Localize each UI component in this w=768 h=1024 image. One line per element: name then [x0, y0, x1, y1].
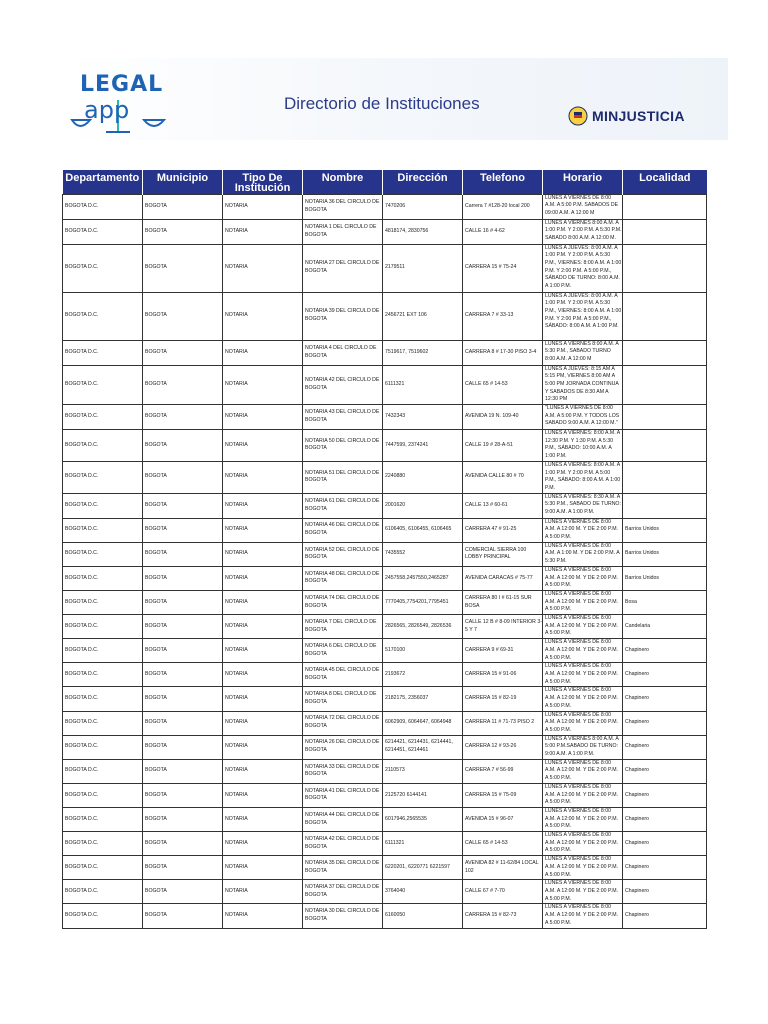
cell-municipio: BOGOTA: [143, 219, 223, 244]
cell-nombre: NOTARIA 43 DEL CIRCULO DE BOGOTA: [303, 405, 383, 430]
column-header-tipo: Tipo De Institución: [223, 170, 303, 194]
cell-telefono: CALLE 65 # 14-53: [463, 365, 543, 405]
table-row: [63, 244, 707, 292]
cell-nombre: NOTARIA 7 DEL CIRCULO DE BOGOTA: [303, 615, 383, 639]
cell-departamento: BOGOTA D.C.: [63, 365, 143, 405]
cell-direccion: 2110573: [383, 759, 463, 783]
cell-municipio: BOGOTA: [143, 904, 223, 928]
cell-municipio: BOGOTA: [143, 493, 223, 518]
table-row: [63, 663, 707, 687]
cell-municipio: BOGOTA: [143, 783, 223, 807]
cell-direccion: 7447599, 2374241: [383, 430, 463, 462]
cell-horario: LUNES A JUEVES: 8:00 A.M. A 1:00 P.M. Y 2:00 P.M. A 5:30 P.M., VIERNES: 8:00 A.M. A 1:00 P.M. Y 2:00 P.M. A 5:00 P.M., SÁBADO DE TURNO: 8:00 A.M. A 1:00 P.M.: [543, 244, 623, 292]
cell-nombre: NOTARIA 50 DEL CIRCULO DE BOGOTA: [303, 430, 383, 462]
cell-nombre: NOTARIA 44 DEL CIRCULO DE BOGOTA: [303, 807, 383, 831]
cell-direccion: 7470206: [383, 194, 463, 219]
cell-horario: LUNES A VIERNES DE 8:00 A.M. A 12:00 M. Y DE 2:00 P.M. A 5:00 P.M.: [543, 783, 623, 807]
cell-departamento: BOGOTA D.C.: [63, 711, 143, 735]
column-header-direccion: Dirección: [383, 170, 463, 194]
cell-localidad: Chapinero: [623, 759, 707, 783]
cell-direccion: 6111321: [383, 365, 463, 405]
cell-localidad: [623, 365, 707, 405]
cell-horario: LUNES A VIERNES 8:00 A.M. A 5:00 P.M.SABADO DE TURNO: 9:00 A.M. A 1:00 P.M.: [543, 735, 623, 759]
cell-horario: LUNES A VIERNES: 8:00 A.M. A 1:00 P.M. Y 2:00 P.M. A 5:00 P.M., SÁBADO: 8:00 A.M. A 1:00 P.M.: [543, 461, 623, 493]
cell-nombre: NOTARIA 41 DEL CIRCULO DE BOGOTA: [303, 783, 383, 807]
cell-direccion: 2240880: [383, 461, 463, 493]
cell-direccion: 6017946,2565535: [383, 807, 463, 831]
cell-nombre: NOTARIA 35 DEL CIRCULO DE BOGOTA: [303, 856, 383, 880]
cell-direccion: 2193672: [383, 663, 463, 687]
cell-nombre: NOTARIA 48 DEL CIRCULO DE BOGOTA: [303, 566, 383, 590]
cell-tipo: NOTARIA: [223, 518, 303, 542]
cell-tipo: NOTARIA: [223, 615, 303, 639]
cell-departamento: BOGOTA D.C.: [63, 518, 143, 542]
cell-nombre: NOTARIA 36 DEL CIRCULO DE BOGOTA: [303, 194, 383, 219]
cell-municipio: BOGOTA: [143, 194, 223, 219]
cell-localidad: Chapinero: [623, 639, 707, 663]
cell-horario: LUNES A VIERNES DE 8:00 A.M. A 12:00 M. Y DE 2:00 P.M. A 5:00 P.M.: [543, 807, 623, 831]
cell-direccion: 6111321: [383, 832, 463, 856]
table-row: [63, 566, 707, 590]
cell-tipo: NOTARIA: [223, 566, 303, 590]
table-row: [63, 880, 707, 904]
cell-nombre: NOTARIA 33 DEL CIRCULO DE BOGOTA: [303, 759, 383, 783]
cell-telefono: CARRERA 80 I # 61-15 SUR BOSA: [463, 590, 543, 614]
cell-horario: LUNES A JUEVES: 8:00 A.M. A 1:00 P.M. Y 2:00 P.M. A 5:30 P.M., VIERNES: 8:00 A.M. A 1:00 P.M. Y 2:00 P.M. A 5:00 P.M., SÁBADO: 8:00 A.M. A 1:00 P.M.: [543, 292, 623, 340]
cell-horario: LUNES A VIERNES DE 8:00 A.M. A 12:00 M. Y DE 2:00 P.M. A 5:00 P.M.: [543, 832, 623, 856]
table-body: [63, 194, 707, 928]
table-row: [63, 493, 707, 518]
cell-tipo: NOTARIA: [223, 711, 303, 735]
cell-telefono: AVENIDA CARACAS # 75-77: [463, 566, 543, 590]
cell-telefono: AVENIDA 19 N. 109-40: [463, 405, 543, 430]
cell-nombre: NOTARIA 4 DEL CIRCULO DE BOGOTA: [303, 340, 383, 365]
cell-nombre: NOTARIA 39 DEL CIRCULO DE BOGOTA: [303, 292, 383, 340]
cell-tipo: NOTARIA: [223, 832, 303, 856]
cell-telefono: CARRERA 15 # 82-19: [463, 687, 543, 711]
cell-departamento: BOGOTA D.C.: [63, 590, 143, 614]
cell-direccion: 2457558,2457550,2465287: [383, 566, 463, 590]
colombia-seal-icon: [568, 106, 588, 126]
cell-municipio: BOGOTA: [143, 542, 223, 566]
cell-horario: "LUNES A VIERNES DE 8:00 A.M. A 5:00 P.M. Y TODOS LOS SABADO 9:00 A.M. A 12:00 M.": [543, 405, 623, 430]
table-row: [63, 687, 707, 711]
cell-nombre: NOTARIA 37 DEL CIRCULO DE BOGOTA: [303, 880, 383, 904]
cell-municipio: BOGOTA: [143, 687, 223, 711]
cell-municipio: BOGOTA: [143, 590, 223, 614]
cell-tipo: NOTARIA: [223, 590, 303, 614]
table-row: [63, 430, 707, 462]
cell-departamento: BOGOTA D.C.: [63, 735, 143, 759]
cell-departamento: BOGOTA D.C.: [63, 856, 143, 880]
cell-municipio: BOGOTA: [143, 292, 223, 340]
cell-telefono: CARRERA 7 # 56-99: [463, 759, 543, 783]
cell-nombre: NOTARIA 45 DEL CIRCULO DE BOGOTA: [303, 663, 383, 687]
cell-localidad: Chapinero: [623, 807, 707, 831]
cell-horario: LUNES A VIERNES DE 8:00 A.M. A 12:00 M. Y DE 2:00 P.M. A 5:00 P.M.: [543, 639, 623, 663]
cell-tipo: NOTARIA: [223, 430, 303, 462]
cell-tipo: NOTARIA: [223, 735, 303, 759]
cell-tipo: NOTARIA: [223, 194, 303, 219]
cell-horario: LUNES A VIERNES DE 8:00 A.M. A 12:00 M. Y DE 2:00 P.M. A 5:00 P.M.: [543, 904, 623, 928]
cell-telefono: AVENIDA 82 # 11-62/84 LOCAL 102: [463, 856, 543, 880]
cell-direccion: 6214421, 6214431, 6214441, 6214451, 6214461: [383, 735, 463, 759]
column-header-nombre: Nombre: [303, 170, 383, 194]
cell-nombre: NOTARIA 6 DEL CIRCULO DE BOGOTA: [303, 639, 383, 663]
cell-direccion: 7435552: [383, 542, 463, 566]
cell-horario: LUNES A VIERNES: 8:30 A.M. A 5:30 P.M., SABADO DE TURNO: 9:00 A.M. A 1:00 P.M.: [543, 493, 623, 518]
ministry-name: MINJUSTICIA: [592, 108, 685, 124]
cell-nombre: NOTARIA 72 DEL CIRCULO DE BOGOTA: [303, 711, 383, 735]
cell-localidad: Bosa: [623, 590, 707, 614]
legal-app-logo: [66, 72, 170, 136]
table-row: [63, 783, 707, 807]
table-row: [63, 405, 707, 430]
cell-telefono: CARRERA 11 # 71-73 PISO 2: [463, 711, 543, 735]
cell-direccion: 2456721 EXT 106: [383, 292, 463, 340]
cell-telefono: COMERCIAL SIERRA 100 LOBBY PRINCIPAL: [463, 542, 543, 566]
cell-departamento: BOGOTA D.C.: [63, 880, 143, 904]
table-row: [63, 518, 707, 542]
cell-telefono: CALLE 13 # 60-61: [463, 493, 543, 518]
cell-departamento: BOGOTA D.C.: [63, 340, 143, 365]
cell-departamento: BOGOTA D.C.: [63, 566, 143, 590]
cell-departamento: BOGOTA D.C.: [63, 663, 143, 687]
cell-departamento: BOGOTA D.C.: [63, 904, 143, 928]
cell-tipo: NOTARIA: [223, 783, 303, 807]
cell-direccion: 2179511: [383, 244, 463, 292]
cell-tipo: NOTARIA: [223, 759, 303, 783]
cell-direccion: 3764040: [383, 880, 463, 904]
cell-nombre: NOTARIA 30 DEL CIRCULO DE BOGOTA: [303, 904, 383, 928]
cell-localidad: Barrios Unidos: [623, 542, 707, 566]
cell-departamento: BOGOTA D.C.: [63, 493, 143, 518]
cell-tipo: NOTARIA: [223, 244, 303, 292]
cell-nombre: NOTARIA 46 DEL CIRCULO DE BOGOTA: [303, 518, 383, 542]
cell-horario: LUNES A VIERNES DE 8:00 A.M. A 12:00 M. Y DE 2:00 P.M. A 5:00 P.M.: [543, 759, 623, 783]
cell-municipio: BOGOTA: [143, 566, 223, 590]
cell-tipo: NOTARIA: [223, 365, 303, 405]
column-header-telefono: Telefono: [463, 170, 543, 194]
cell-tipo: NOTARIA: [223, 663, 303, 687]
table-row: [63, 461, 707, 493]
cell-direccion: 6062909, 6064647, 6064948: [383, 711, 463, 735]
table-row: [63, 904, 707, 928]
ministry-logo: [568, 104, 685, 128]
table-row: [63, 542, 707, 566]
cell-municipio: BOGOTA: [143, 615, 223, 639]
cell-nombre: NOTARIA 8 DEL CIRCULO DE BOGOTA: [303, 687, 383, 711]
cell-municipio: BOGOTA: [143, 244, 223, 292]
cell-localidad: Barrios Unidos: [623, 518, 707, 542]
cell-telefono: CALLE 19 # 28-A-51: [463, 430, 543, 462]
cell-telefono: CARRERA 9 # 69-31: [463, 639, 543, 663]
cell-localidad: Chapinero: [623, 832, 707, 856]
cell-departamento: BOGOTA D.C.: [63, 244, 143, 292]
cell-tipo: NOTARIA: [223, 405, 303, 430]
cell-horario: LUNES A VIERNES DE 8:00 A.M. A 12:00 M. Y DE 2:00 P.M. A 5:00 P.M.: [543, 663, 623, 687]
cell-tipo: NOTARIA: [223, 807, 303, 831]
cell-departamento: BOGOTA D.C.: [63, 430, 143, 462]
cell-municipio: BOGOTA: [143, 639, 223, 663]
cell-municipio: BOGOTA: [143, 518, 223, 542]
cell-departamento: BOGOTA D.C.: [63, 219, 143, 244]
cell-localidad: Chapinero: [623, 711, 707, 735]
cell-localidad: [623, 244, 707, 292]
table-row: [63, 365, 707, 405]
cell-nombre: NOTARIA 52 DEL CIRCULO DE BOGOTA: [303, 542, 383, 566]
cell-telefono: CALLE 67 # 7-70: [463, 880, 543, 904]
cell-telefono: AVENIDA CALLE 80 # 70: [463, 461, 543, 493]
cell-direccion: 6106405, 6106455, 6106465: [383, 518, 463, 542]
cell-horario: LUNES A VIERNES DE 8:00 A.M. A 12:00 M. Y DE 2:00 P.M. A 5:00 P.M.: [543, 856, 623, 880]
cell-departamento: BOGOTA D.C.: [63, 542, 143, 566]
institutions-table-wrap: [62, 170, 706, 929]
institutions-table: [62, 170, 707, 929]
cell-horario: LUNES A VIERNES DE 8:00 A.M. A 12:00 M. Y DE 2:00 P.M. A 5:00 P.M.: [543, 615, 623, 639]
cell-tipo: NOTARIA: [223, 292, 303, 340]
table-row: [63, 711, 707, 735]
cell-telefono: CARRERA 15 # 91-06: [463, 663, 543, 687]
cell-nombre: NOTARIA 61 DEL CIRCULO DE BOGOTA: [303, 493, 383, 518]
cell-telefono: CALLE 16 # 4-62: [463, 219, 543, 244]
cell-municipio: BOGOTA: [143, 759, 223, 783]
cell-horario: LUNES A VIERNES DE 8:00 A.M. A 12:00 M. Y DE 2:00 P.M. A 5:00 P.M.: [543, 711, 623, 735]
cell-localidad: [623, 292, 707, 340]
cell-tipo: NOTARIA: [223, 219, 303, 244]
cell-departamento: BOGOTA D.C.: [63, 832, 143, 856]
table-row: [63, 219, 707, 244]
cell-localidad: Chapinero: [623, 687, 707, 711]
logo-word-legal: LEGAL: [80, 72, 164, 97]
cell-telefono: CARRERA 47 # 91-25: [463, 518, 543, 542]
table-row: [63, 832, 707, 856]
cell-tipo: NOTARIA: [223, 856, 303, 880]
cell-departamento: BOGOTA D.C.: [63, 461, 143, 493]
column-header-departamento: Departamento: [63, 170, 143, 194]
cell-nombre: NOTARIA 51 DEL CIRCULO DE BOGOTA: [303, 461, 383, 493]
cell-localidad: Chapinero: [623, 904, 707, 928]
logo-word-app: app: [84, 96, 130, 124]
cell-direccion: 4818174, 2830756: [383, 219, 463, 244]
cell-telefono: CARRERA 15 # 75-09: [463, 783, 543, 807]
cell-tipo: NOTARIA: [223, 904, 303, 928]
cell-localidad: [623, 219, 707, 244]
cell-horario: LUNES A VIERNES DE 8:00 A.M. A 12:00 M. Y DE 2:00 P.M. A 5:00 P.M.: [543, 566, 623, 590]
cell-telefono: CALLE 12 B # 8-09 INTERIOR 3-5 Y 7: [463, 615, 543, 639]
table-row: [63, 615, 707, 639]
cell-municipio: BOGOTA: [143, 430, 223, 462]
cell-telefono: AVENIDA 15 # 96-07: [463, 807, 543, 831]
cell-telefono: Carrera 7 #128-20 local 200: [463, 194, 543, 219]
cell-tipo: NOTARIA: [223, 461, 303, 493]
cell-departamento: BOGOTA D.C.: [63, 639, 143, 663]
cell-localidad: Chapinero: [623, 783, 707, 807]
cell-nombre: NOTARIA 42 DEL CIRCULO DE BOGOTA: [303, 365, 383, 405]
cell-horario: LUNES A VIERNES DE 8:00 A.M. A 12:00 M. Y DE 2:00 P.M. A 5:00 P.M.: [543, 880, 623, 904]
cell-tipo: NOTARIA: [223, 542, 303, 566]
cell-nombre: NOTARIA 26 DEL CIRCULO DE BOGOTA: [303, 735, 383, 759]
table-row: [63, 735, 707, 759]
cell-telefono: CARRERA 7 # 33-13: [463, 292, 543, 340]
cell-localidad: Chapinero: [623, 735, 707, 759]
cell-direccion: 2125720 6144141: [383, 783, 463, 807]
cell-telefono: CARRERA 8 # 17-30 PISO 3-4: [463, 340, 543, 365]
cell-municipio: BOGOTA: [143, 735, 223, 759]
cell-tipo: NOTARIA: [223, 880, 303, 904]
cell-horario: LUNES A VIERNES 8:00 A.M. A 5:30 P.M., SABADO TURNO 8:00 A.M. A 12:00 M: [543, 340, 623, 365]
table-header-row: [63, 170, 707, 194]
cell-nombre: NOTARIA 27 DEL CIRCULO DE BOGOTA: [303, 244, 383, 292]
cell-nombre: NOTARIA 42 DEL CIRCULO DE BOGOTA: [303, 832, 383, 856]
cell-telefono: CALLE 65 # 14-53: [463, 832, 543, 856]
cell-horario: LUNES A VIERNES 8:00 A.M. A 1:00 P.M. Y 2:00 P.M. A 5:30 P.M. SABADO 8:00 A.M. A 12:00 M.: [543, 219, 623, 244]
cell-municipio: BOGOTA: [143, 807, 223, 831]
cell-departamento: BOGOTA D.C.: [63, 807, 143, 831]
cell-municipio: BOGOTA: [143, 365, 223, 405]
cell-horario: LUNES A VIERNES DE 8:00 A.M. A 1:00 M. Y DE 2:00 P.M. A 5:30 P.M.: [543, 542, 623, 566]
cell-localidad: Chapinero: [623, 880, 707, 904]
cell-localidad: [623, 461, 707, 493]
cell-horario: LUNES A VIERNES DE 8:00 A.M. A 12:00 M. Y DE 2:00 P.M. A 5:00 P.M.: [543, 687, 623, 711]
cell-horario: LUNES A VIERNES DE 8:00 A.M. A 5:00 P.M. SABADOS DE 09:00 A.M. A 12:00 M: [543, 194, 623, 219]
table-row: [63, 292, 707, 340]
cell-municipio: BOGOTA: [143, 405, 223, 430]
cell-localidad: [623, 405, 707, 430]
cell-municipio: BOGOTA: [143, 832, 223, 856]
cell-horario: LUNES A VIERNES DE 8:00 A.M. A 12:00 M. Y DE 2:00 P.M. A 5:00 P.M.: [543, 518, 623, 542]
cell-telefono: CARRERA 15 # 75-24: [463, 244, 543, 292]
cell-localidad: [623, 430, 707, 462]
cell-direccion: 2826565, 2826549, 2826536: [383, 615, 463, 639]
column-header-horario: Horario: [543, 170, 623, 194]
cell-direccion: 7432343: [383, 405, 463, 430]
cell-horario: LUNES A VIERNES DE 8:00 A.M. A 12:00 M. Y DE 2:00 P.M. A 5:00 P.M.: [543, 590, 623, 614]
cell-tipo: NOTARIA: [223, 493, 303, 518]
cell-departamento: BOGOTA D.C.: [63, 783, 143, 807]
cell-tipo: NOTARIA: [223, 687, 303, 711]
cell-tipo: NOTARIA: [223, 639, 303, 663]
cell-direccion: 5170100: [383, 639, 463, 663]
cell-telefono: CARRERA 12 # 93-26: [463, 735, 543, 759]
cell-direccion: 7519617, 7519602: [383, 340, 463, 365]
cell-departamento: BOGOTA D.C.: [63, 292, 143, 340]
table-row: [63, 340, 707, 365]
cell-localidad: [623, 493, 707, 518]
cell-municipio: BOGOTA: [143, 711, 223, 735]
table-row: [63, 639, 707, 663]
cell-horario: LUNES A VIERNES: 8:00 A.M. A 12:30 P.M. Y 1:30 P.M. A 5:30 P.M., SÁBADO: 10:00 A.M. A 1:00 P.M.: [543, 430, 623, 462]
table-row: [63, 807, 707, 831]
table-row: [63, 194, 707, 219]
cell-direccion: 6160050: [383, 904, 463, 928]
cell-departamento: BOGOTA D.C.: [63, 405, 143, 430]
table-row: [63, 759, 707, 783]
cell-municipio: BOGOTA: [143, 340, 223, 365]
cell-localidad: [623, 340, 707, 365]
cell-localidad: Candelaria: [623, 615, 707, 639]
cell-horario: LUNES A JUEVES: 8:15 AM A 5:15 PM, VIERNES 8:00 AM A 5:00 PM JORNADA CONTINUA Y SABADOS DE 8:30 AM A 12:30 PM: [543, 365, 623, 405]
cell-localidad: Chapinero: [623, 856, 707, 880]
cell-nombre: NOTARIA 1 DEL CIRCULO DE BOGOTA: [303, 219, 383, 244]
cell-departamento: BOGOTA D.C.: [63, 194, 143, 219]
table-row: [63, 856, 707, 880]
column-header-municipio: Municipio: [143, 170, 223, 194]
page-title: Directorio de Instituciones: [284, 94, 480, 113]
cell-municipio: BOGOTA: [143, 663, 223, 687]
cell-municipio: BOGOTA: [143, 461, 223, 493]
cell-tipo: NOTARIA: [223, 340, 303, 365]
cell-departamento: BOGOTA D.C.: [63, 687, 143, 711]
column-header-localidad: Localidad: [623, 170, 707, 194]
cell-localidad: Chapinero: [623, 663, 707, 687]
cell-localidad: Barrios Unidos: [623, 566, 707, 590]
cell-departamento: BOGOTA D.C.: [63, 759, 143, 783]
cell-nombre: NOTARIA 74 DEL CIRCULO DE BOGOTA: [303, 590, 383, 614]
cell-direccion: 2182175, 2356037: [383, 687, 463, 711]
cell-telefono: CARRERA 15 # 82-73: [463, 904, 543, 928]
cell-direccion: 7770405,7754201,7795451: [383, 590, 463, 614]
cell-direccion: 6220201, 6220771 6221597: [383, 856, 463, 880]
cell-municipio: BOGOTA: [143, 856, 223, 880]
cell-departamento: BOGOTA D.C.: [63, 615, 143, 639]
table-row: [63, 590, 707, 614]
cell-localidad: [623, 194, 707, 219]
cell-direccion: 2001620: [383, 493, 463, 518]
cell-municipio: BOGOTA: [143, 880, 223, 904]
